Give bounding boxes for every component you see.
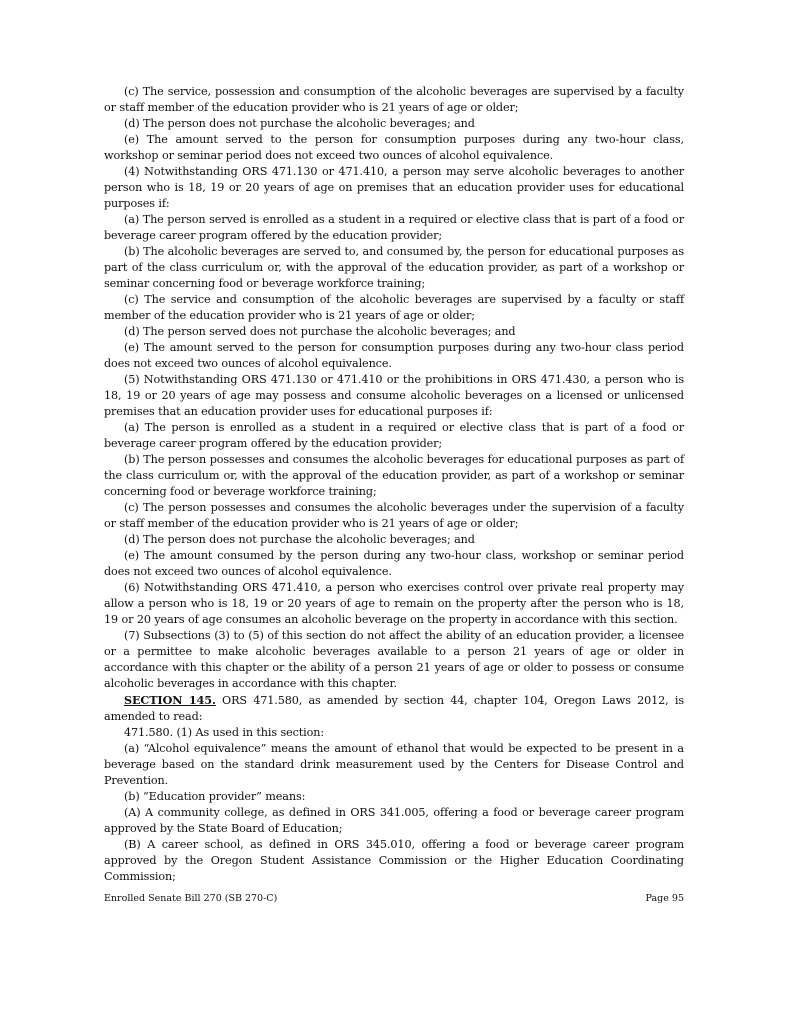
paragraph: (a) The person is enrolled as a student in a required or elective class that is part of a food or beverage career program offered by the education provider; [104, 421, 684, 450]
paragraph: (a) “Alcohol equivalence” means the amount of ethanol that would be expected to be present in a beverage based on the standard drink measurement used by the Centers for Disease Control and Prevention. [104, 742, 684, 787]
paragraph: (A) A community college, as defined in ORS 341.005, offering a food or beverage career program approved by the State Board of Education; [104, 806, 684, 835]
paragraph: (b) The person possesses and consumes the alcoholic beverages for educational purposes as part of the class curriculum or, with the approval of the education provider, as part of a workshop or seminar concerning food or beverage workforce training; [104, 453, 684, 498]
paragraph: 471.580. (1) As used in this section: [124, 726, 325, 739]
paragraph: (b) The alcoholic beverages are served to, and consumed by, the person for educational purposes as part of the class curriculum or, with the approval of the education provider, as part of a workshop or seminar concerning food or beverage workforce training; [104, 245, 684, 290]
paragraph: (d) The person does not purchase the alcoholic beverages; and [124, 533, 475, 546]
paragraph: (4) Notwithstanding ORS 471.130 or 471.410, a person may serve alcoholic beverages to another person who is 18, 19 or 20 years of age on premises that an education provider uses for educational purposes if: [104, 165, 684, 210]
document-body [104, 84, 684, 885]
paragraph: (5) Notwithstanding ORS 471.130 or 471.410 or the prohibitions in ORS 471.430, a person who is 18, 19 or 20 years of age may possess and consume alcoholic beverages on a licensed or unlicensed premises that an education provider uses for educational purposes if: [104, 373, 684, 418]
section-paragraph [104, 692, 684, 725]
paragraph: (7) Subsections (3) to (5) of this section do not affect the ability of an education provider, a licensee or a permittee to make alcoholic beverages available to a person 21 years of age or older in accordance with this chapter or the ability of a person 21 years of age or older to possess or consume alcoholic beverages in accordance with this chapter. [104, 629, 684, 690]
section-heading: SECTION 145. [124, 693, 216, 707]
section-text: ORS 471.580, as amended by section 44, chapter 104, Oregon Laws 2012, is amended to read: [104, 694, 684, 723]
footer-bill-title: Enrolled Senate Bill 270 (SB 270-C) [104, 893, 278, 904]
paragraph: (a) The person served is enrolled as a student in a required or elective class that is part of a food or beverage career program offered by the education provider; [104, 213, 684, 242]
paragraph: (e) The amount consumed by the person during any two-hour class, workshop or seminar period does not exceed two ounces of alcohol equivalence. [104, 549, 684, 578]
paragraph: (B) A career school, as defined in ORS 345.010, offering a food or beverage career program approved by the Oregon Student Assistance Commission or the Higher Education Coordinating Commission; [104, 838, 684, 883]
paragraph: (b) “Education provider” means: [124, 790, 306, 803]
footer-page-number: Page 95 [645, 893, 684, 904]
paragraph: (c) The person possesses and consumes the alcoholic beverages under the supervision of a faculty or staff member of the education provider who is 21 years of age or older; [104, 501, 684, 530]
paragraph: (e) The amount served to the person for consumption purposes during any two-hour class, workshop or seminar period does not exceed two ounces of alcohol equivalence. [104, 133, 684, 162]
paragraph: (6) Notwithstanding ORS 471.410, a person who exercises control over private real property may allow a person who is 18, 19 or 20 years of age to remain on the property after the person who is 18, 19 or 20 years of age consumes an alcoholic beverage on the property in accordance with this section. [104, 581, 684, 626]
paragraph: (c) The service, possession and consumption of the alcoholic beverages are supervised by a faculty or staff member of the education provider who is 21 years of age or older; [104, 85, 684, 114]
paragraph: (c) The service and consumption of the alcoholic beverages are supervised by a faculty or staff member of the education provider who is 21 years of age or older; [104, 293, 684, 322]
paragraph: (d) The person does not purchase the alcoholic beverages; and [124, 117, 475, 130]
page-footer [104, 893, 684, 904]
paragraph: (e) The amount served to the person for consumption purposes during any two-hour class period does not exceed two ounces of alcohol equivalence. [104, 341, 684, 370]
paragraph: (d) The person served does not purchase the alcoholic beverages; and [124, 325, 516, 338]
